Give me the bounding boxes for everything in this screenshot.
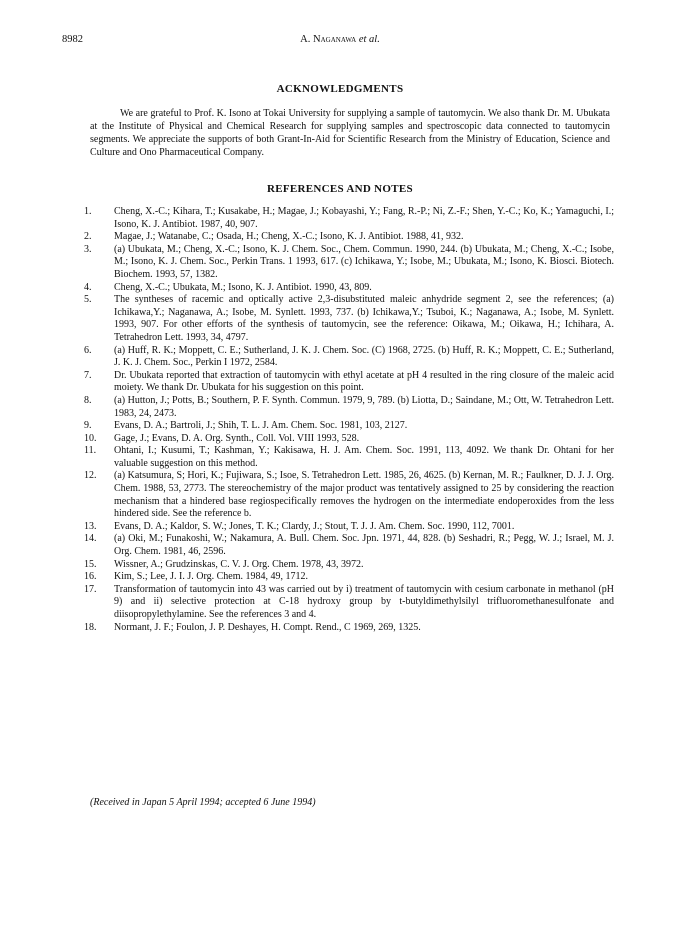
reference-number: 11. [84, 445, 97, 457]
reference-text: Kim, S.; Lee, J. I. J. Org. Chem. 1984, 49, 1712. [114, 571, 308, 583]
author-initial: A. [300, 34, 311, 45]
reference-number: 13. [84, 520, 97, 532]
reference-text: Cheng, X.-C.; Kihara, T.; Kusakabe, H.; Magae, J.; Kobayashi, Y.; Fang, R.-P.; Ni, Z.-F.; Shen, Y.-C.; Ko, K.; Yamaguchi, I.; Isono, K. J. Antibiot. 1987, 40, 907. [114, 206, 614, 230]
received-note: (Received in Japan 5 April 1994; accepted 6 June 1994) [90, 797, 316, 808]
reference-item [84, 433, 614, 446]
references-list [84, 206, 614, 634]
reference-item [84, 533, 614, 558]
reference-text: (a) Huff, R. K.; Moppett, C. E.; Sutherland, J. K. J. Chem. Soc. (C) 1968, 2725. (b) Huff, R. K.; Moppett, C. E.; Sutherland, J. K. J. Chem. Soc., Perkin I 1972, 2584. [114, 344, 614, 369]
reference-item [84, 345, 614, 370]
reference-number: 5. [84, 294, 92, 306]
reference-item [84, 559, 614, 572]
reference-item [84, 521, 614, 534]
reference-number: 12. [84, 470, 97, 482]
reference-text: Dr. Ubukata reported that extraction of tautomycin with ethyl acetate at pH 4 resulted in the ring closure of the maleic acid moiety. We thank Dr. Ubukata for his suggestion on this point. [114, 369, 614, 394]
reference-item [84, 470, 614, 520]
reference-text: The syntheses of racemic and optically active 2,3-disubstituted maleic anhydride segment 2, see the references; (a) Ichikawa,Y.; Naganawa, A.; Isobe, M. Synlett. 1993, 737. (b) Ichikawa,Y.; Tsuboi, K.; Naganawa, A.; Isobe, M. Synlett. 1993, 907. For other efforts of the synthesis of tautomycin, see the reference: Oikawa, M.; Oikawa, H.; Ichihara, A. Tetrahedron Lett. 1993, 34, 4797. [114, 294, 614, 343]
reference-item [84, 571, 614, 584]
reference-item [84, 420, 614, 433]
page-number: 8982 [62, 34, 83, 45]
reference-item [84, 294, 614, 344]
references-title: REFERENCES AND NOTES [267, 183, 413, 195]
running-header-author [0, 34, 680, 45]
reference-text: (a) Katsumura, S; Hori, K.; Fujiwara, S.; Isoe, S. Tetrahedron Lett. 1985, 26, 4625. (b) Kernan, M. R.; Faulkner, D. J. J. Org. Chem. 1988, 53, 2773. The stereochemistry of the major product was tentatively assigned to 25 by considering the reaction mechanism that a hindered base regiospecifically removes the hydrogen on the intermediate endoperoxides from the less hindered side. See the reference b. [114, 470, 614, 520]
reference-text: Normant, J. F.; Foulon, J. P. Deshayes, H. Compt. Rend., C 1969, 269, 1325. [114, 621, 421, 633]
reference-text: (a) Ubukata, M.; Cheng, X.-C.; Isono, K. J. Chem. Soc., Chem. Commun. 1990, 244. (b) Ubukata, M.; Cheng, X.-C.; Isobe, M.; Isono, K. J. Chem. Soc., Perkin Trans. 1 1993, 617. (c) Ichikawa, Y.; Isobe, M.; Ubukata, M.; Isono, K. Biosci. Biotech. Biochem. 1993, 57, 1382. [114, 243, 614, 280]
reference-text: Evans, D. A.; Bartroli, J.; Shih, T. L. J. Am. Chem. Soc. 1981, 103, 2127. [114, 420, 408, 432]
reference-number: 10. [84, 432, 97, 444]
reference-item [84, 231, 614, 244]
reference-number: 6. [84, 344, 92, 356]
reference-number: 14. [84, 533, 97, 545]
reference-text: Cheng, X.-C.; Ubukata, M.; Isono, K. J. Antibiot. 1990, 43, 809. [114, 281, 372, 293]
reference-number: 2. [84, 231, 92, 243]
reference-text: Evans, D. A.; Kaldor, S. W.; Jones, T. K.; Clardy, J.; Stout, T. J. J. Am. Chem. Soc. 1990, 112, 7001. [114, 520, 515, 532]
reference-item [84, 282, 614, 295]
reference-item [84, 370, 614, 395]
reference-number: 1. [84, 206, 92, 217]
reference-number: 8. [84, 394, 92, 406]
author-etal: et al. [358, 34, 380, 45]
reference-text: Gage, J.; Evans, D. A. Org. Synth., Coll. Vol. VIII 1993, 528. [114, 432, 360, 444]
acknowledgments-body: We are grateful to Prof. K. Isono at Tokai University for supplying a sample of tautomycin. We also thank Dr. M. Ubukata at the Institute of Physical and Chemical Research for supplying samples and spectroscopic data connected to tautomycin segments. We appreciate the supports of both Grant-In-Aid for Scientific Research from the Ministry of Education, Science and Culture and Ono Pharmaceutical Company. [90, 108, 610, 158]
reference-text: (a) Hutton, J.; Potts, B.; Southern, P. F. Synth. Commun. 1979, 9, 789. (b) Liotta, D.; Saindane, M.; Ott, W. Tetrahedron Lett. 1983, 24, 2473. [114, 394, 614, 419]
author-surname: Naganawa [313, 34, 357, 45]
acknowledgments-title: ACKNOWLEDGMENTS [276, 83, 404, 95]
reference-number: 3. [84, 243, 92, 255]
reference-item [84, 445, 614, 470]
reference-number: 17. [84, 583, 97, 595]
reference-item [84, 584, 614, 622]
reference-text: Transformation of tautomycin into 43 was carried out by i) treatment of tautomycin with cesium carbonate in methanol (pH 9) and ii) selective protection at C-18 hydroxy group by t-butyldimethylsilyl trifluoromethanesulfonate and diisopropylethylamine. See the references 3 and 4. [114, 583, 614, 620]
reference-text: Magae, J.; Watanabe, C.; Osada, H.; Cheng, X.-C.; Isono, K. J. Antibiot. 1988, 41, 932. [114, 231, 464, 243]
reference-text: (a) Oki, M.; Funakoshi, W.; Nakamura, A. Bull. Chem. Soc. Jpn. 1971, 44, 828. (b) Seshadri, R.; Pegg, W. J.; Israel, M. J. Org. Chem. 1981, 46, 2596. [114, 533, 614, 558]
reference-item [84, 395, 614, 420]
reference-text: Ohtani, I.; Kusumi, T.; Kashman, Y.; Kakisawa, H. J. Am. Chem. Soc. 1991, 113, 4092. We thank Dr. Ohtani for her valuable suggestion on this method. [114, 445, 614, 469]
reference-item [84, 622, 614, 635]
reference-item [84, 206, 614, 231]
reference-number: 16. [84, 571, 97, 583]
reference-number: 7. [84, 369, 92, 381]
reference-number: 4. [84, 281, 92, 293]
reference-number: 18. [84, 621, 97, 633]
reference-number: 9. [84, 420, 92, 432]
reference-number: 15. [84, 558, 97, 570]
reference-item [84, 244, 614, 282]
reference-text: Wissner, A.; Grudzinskas, C. V. J. Org. Chem. 1978, 43, 3972. [114, 558, 364, 570]
